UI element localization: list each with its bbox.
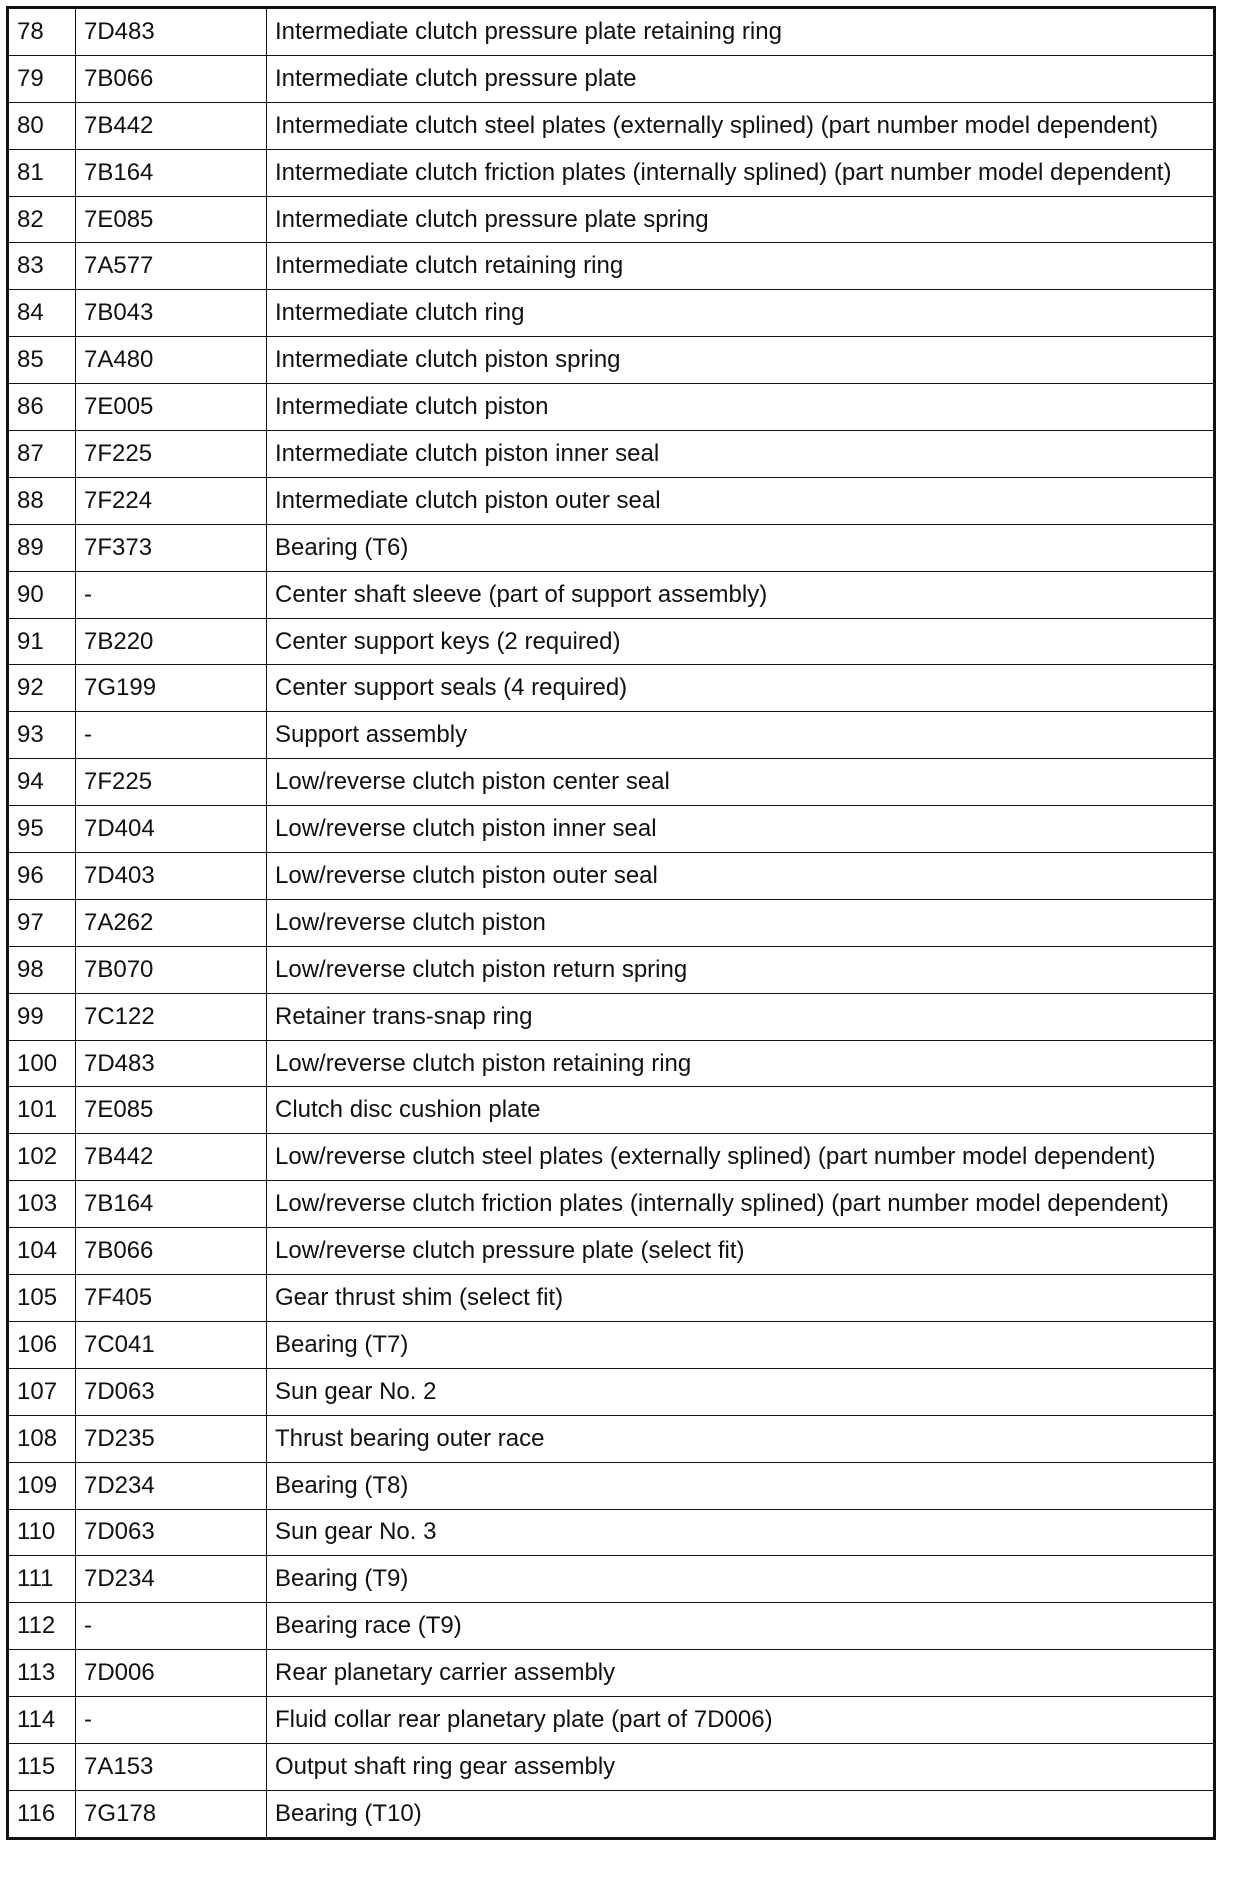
part-number-cell: 7G178 (76, 1790, 267, 1838)
part-number-cell: 7B043 (76, 290, 267, 337)
description-cell: Bearing (T9) (267, 1556, 1215, 1603)
description-cell: Intermediate clutch pressure plate spring (267, 196, 1215, 243)
parts-table-body (8, 8, 1215, 1839)
description-cell: Output shaft ring gear assembly (267, 1743, 1215, 1790)
part-number-cell: - (76, 571, 267, 618)
table-row (8, 337, 1215, 384)
part-number-cell: 7F225 (76, 431, 267, 478)
table-row (8, 1603, 1215, 1650)
table-row (8, 1556, 1215, 1603)
item-number-cell: 106 (8, 1321, 76, 1368)
part-number-cell: 7D234 (76, 1462, 267, 1509)
description-cell: Gear thrust shim (select fit) (267, 1275, 1215, 1322)
table-row (8, 665, 1215, 712)
item-number-cell: 93 (8, 712, 76, 759)
item-number-cell: 83 (8, 243, 76, 290)
item-number-cell: 115 (8, 1743, 76, 1790)
description-cell: Intermediate clutch piston outer seal (267, 477, 1215, 524)
table-row (8, 759, 1215, 806)
description-cell: Intermediate clutch steel plates (externally splined) (part number model dependent) (267, 102, 1215, 149)
part-number-cell: 7B164 (76, 149, 267, 196)
description-cell: Center support seals (4 required) (267, 665, 1215, 712)
part-number-cell: 7D063 (76, 1509, 267, 1556)
table-row (8, 712, 1215, 759)
item-number-cell: 105 (8, 1275, 76, 1322)
table-row (8, 8, 1215, 56)
part-number-cell: 7A577 (76, 243, 267, 290)
description-cell: Low/reverse clutch friction plates (internally splined) (part number model dependent) (267, 1181, 1215, 1228)
part-number-cell: 7D234 (76, 1556, 267, 1603)
item-number-cell: 108 (8, 1415, 76, 1462)
table-row (8, 806, 1215, 853)
description-cell: Intermediate clutch retaining ring (267, 243, 1215, 290)
description-cell: Thrust bearing outer race (267, 1415, 1215, 1462)
item-number-cell: 85 (8, 337, 76, 384)
description-cell: Low/reverse clutch piston return spring (267, 946, 1215, 993)
item-number-cell: 91 (8, 618, 76, 665)
table-row (8, 1509, 1215, 1556)
item-number-cell: 82 (8, 196, 76, 243)
table-row (8, 102, 1215, 149)
description-cell: Bearing (T6) (267, 524, 1215, 571)
part-number-cell: 7D483 (76, 8, 267, 56)
description-cell: Intermediate clutch friction plates (internally splined) (part number model dependent) (267, 149, 1215, 196)
part-number-cell: 7C041 (76, 1321, 267, 1368)
item-number-cell: 116 (8, 1790, 76, 1838)
table-row (8, 618, 1215, 665)
item-number-cell: 100 (8, 1040, 76, 1087)
item-number-cell: 79 (8, 55, 76, 102)
table-row (8, 571, 1215, 618)
item-number-cell: 107 (8, 1368, 76, 1415)
description-cell: Bearing (T10) (267, 1790, 1215, 1838)
item-number-cell: 103 (8, 1181, 76, 1228)
table-row (8, 1321, 1215, 1368)
item-number-cell: 92 (8, 665, 76, 712)
part-number-cell: - (76, 1603, 267, 1650)
table-row (8, 243, 1215, 290)
table-row (8, 1743, 1215, 1790)
part-number-cell: 7F224 (76, 477, 267, 524)
part-number-cell: 7F225 (76, 759, 267, 806)
item-number-cell: 89 (8, 524, 76, 571)
part-number-cell: 7E085 (76, 196, 267, 243)
part-number-cell: 7B442 (76, 1134, 267, 1181)
description-cell: Intermediate clutch ring (267, 290, 1215, 337)
part-number-cell: - (76, 1697, 267, 1744)
table-row (8, 384, 1215, 431)
part-number-cell: 7B220 (76, 618, 267, 665)
item-number-cell: 109 (8, 1462, 76, 1509)
item-number-cell: 95 (8, 806, 76, 853)
item-number-cell: 90 (8, 571, 76, 618)
description-cell: Sun gear No. 2 (267, 1368, 1215, 1415)
item-number-cell: 114 (8, 1697, 76, 1744)
item-number-cell: 94 (8, 759, 76, 806)
description-cell: Low/reverse clutch piston retaining ring (267, 1040, 1215, 1087)
item-number-cell: 81 (8, 149, 76, 196)
part-number-cell: 7B070 (76, 946, 267, 993)
table-row (8, 290, 1215, 337)
description-cell: Bearing race (T9) (267, 1603, 1215, 1650)
table-row (8, 55, 1215, 102)
description-cell: Bearing (T8) (267, 1462, 1215, 1509)
part-number-cell: 7D483 (76, 1040, 267, 1087)
part-number-cell: - (76, 712, 267, 759)
description-cell: Low/reverse clutch piston outer seal (267, 853, 1215, 900)
description-cell: Intermediate clutch piston inner seal (267, 431, 1215, 478)
table-row (8, 1697, 1215, 1744)
part-number-cell: 7A153 (76, 1743, 267, 1790)
table-row (8, 1415, 1215, 1462)
item-number-cell: 110 (8, 1509, 76, 1556)
item-number-cell: 112 (8, 1603, 76, 1650)
description-cell: Center support keys (2 required) (267, 618, 1215, 665)
part-number-cell: 7F373 (76, 524, 267, 571)
part-number-cell: 7A262 (76, 899, 267, 946)
parts-table (6, 6, 1216, 1840)
item-number-cell: 80 (8, 102, 76, 149)
description-cell: Intermediate clutch piston (267, 384, 1215, 431)
item-number-cell: 101 (8, 1087, 76, 1134)
item-number-cell: 97 (8, 899, 76, 946)
item-number-cell: 99 (8, 993, 76, 1040)
item-number-cell: 78 (8, 8, 76, 56)
table-row (8, 196, 1215, 243)
part-number-cell: 7F405 (76, 1275, 267, 1322)
part-number-cell: 7A480 (76, 337, 267, 384)
description-cell: Sun gear No. 3 (267, 1509, 1215, 1556)
part-number-cell: 7B066 (76, 1228, 267, 1275)
table-row (8, 1650, 1215, 1697)
item-number-cell: 96 (8, 853, 76, 900)
table-row (8, 1181, 1215, 1228)
item-number-cell: 86 (8, 384, 76, 431)
item-number-cell: 98 (8, 946, 76, 993)
table-row (8, 946, 1215, 993)
description-cell: Intermediate clutch piston spring (267, 337, 1215, 384)
table-row (8, 899, 1215, 946)
description-cell: Fluid collar rear planetary plate (part of 7D006) (267, 1697, 1215, 1744)
part-number-cell: 7E085 (76, 1087, 267, 1134)
table-row (8, 149, 1215, 196)
description-cell: Support assembly (267, 712, 1215, 759)
part-number-cell: 7B066 (76, 55, 267, 102)
table-row (8, 993, 1215, 1040)
table-row (8, 477, 1215, 524)
table-row (8, 1275, 1215, 1322)
part-number-cell: 7B442 (76, 102, 267, 149)
part-number-cell: 7D006 (76, 1650, 267, 1697)
part-number-cell: 7C122 (76, 993, 267, 1040)
description-cell: Low/reverse clutch pressure plate (select fit) (267, 1228, 1215, 1275)
item-number-cell: 113 (8, 1650, 76, 1697)
table-row (8, 1368, 1215, 1415)
description-cell: Bearing (T7) (267, 1321, 1215, 1368)
table-row (8, 1228, 1215, 1275)
description-cell: Low/reverse clutch piston (267, 899, 1215, 946)
part-number-cell: 7D235 (76, 1415, 267, 1462)
table-row (8, 1087, 1215, 1134)
table-row (8, 1040, 1215, 1087)
item-number-cell: 111 (8, 1556, 76, 1603)
description-cell: Low/reverse clutch piston inner seal (267, 806, 1215, 853)
description-cell: Intermediate clutch pressure plate retaining ring (267, 8, 1215, 56)
item-number-cell: 104 (8, 1228, 76, 1275)
part-number-cell: 7B164 (76, 1181, 267, 1228)
description-cell: Retainer trans-snap ring (267, 993, 1215, 1040)
description-cell: Low/reverse clutch piston center seal (267, 759, 1215, 806)
table-row (8, 524, 1215, 571)
description-cell: Intermediate clutch pressure plate (267, 55, 1215, 102)
item-number-cell: 88 (8, 477, 76, 524)
item-number-cell: 102 (8, 1134, 76, 1181)
part-number-cell: 7D404 (76, 806, 267, 853)
description-cell: Center shaft sleeve (part of support assembly) (267, 571, 1215, 618)
table-row (8, 1790, 1215, 1838)
description-cell: Clutch disc cushion plate (267, 1087, 1215, 1134)
part-number-cell: 7G199 (76, 665, 267, 712)
part-number-cell: 7E005 (76, 384, 267, 431)
table-row (8, 431, 1215, 478)
part-number-cell: 7D403 (76, 853, 267, 900)
item-number-cell: 84 (8, 290, 76, 337)
description-cell: Low/reverse clutch steel plates (externally splined) (part number model dependent) (267, 1134, 1215, 1181)
table-row (8, 853, 1215, 900)
description-cell: Rear planetary carrier assembly (267, 1650, 1215, 1697)
item-number-cell: 87 (8, 431, 76, 478)
table-row (8, 1462, 1215, 1509)
table-row (8, 1134, 1215, 1181)
part-number-cell: 7D063 (76, 1368, 267, 1415)
